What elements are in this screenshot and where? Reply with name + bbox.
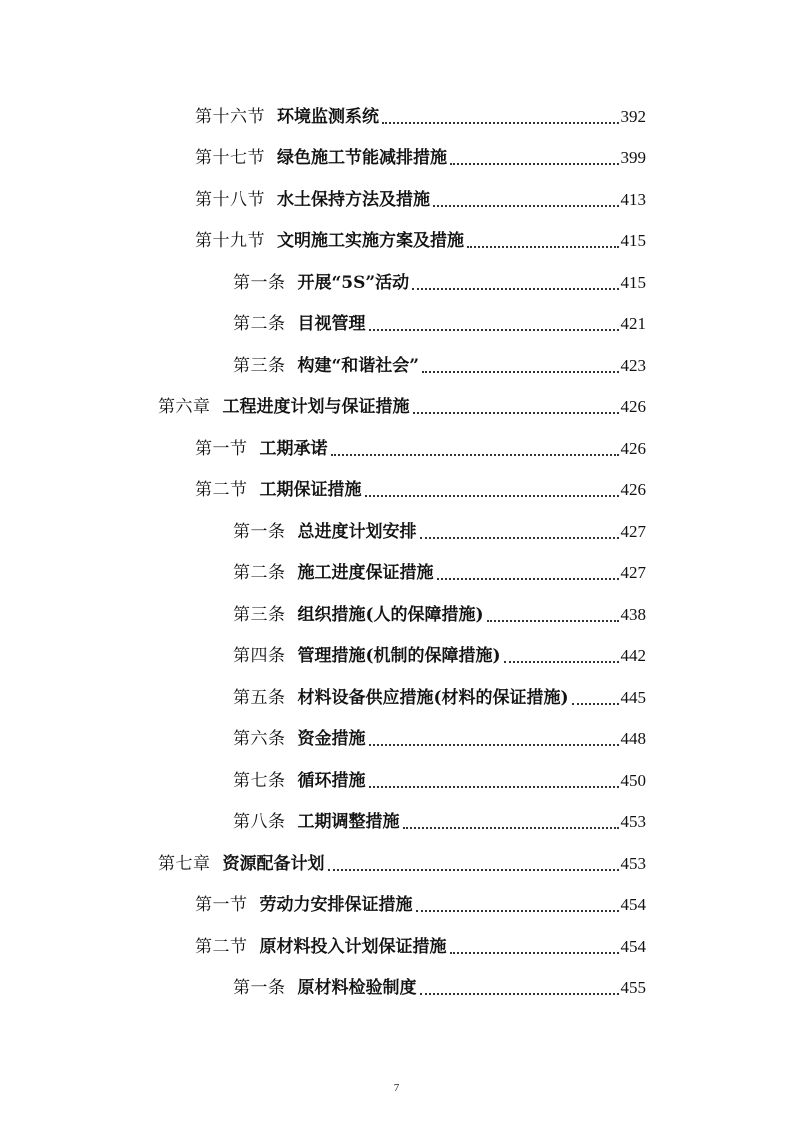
toc-entry[interactable] bbox=[0, 387, 646, 429]
dot-leader bbox=[422, 371, 618, 373]
toc-entry-title: 原材料检验制度 bbox=[297, 978, 417, 999]
toc-entry-number: 第二节 bbox=[195, 936, 248, 957]
toc-entry-number: 第十六节 bbox=[195, 106, 265, 127]
toc-entry-title: 施工进度保证措施 bbox=[297, 563, 434, 584]
toc-entry-page: 427 bbox=[620, 563, 646, 583]
toc-entry-page: 399 bbox=[620, 148, 646, 168]
toc-entry-number: 第三条 bbox=[233, 604, 286, 625]
toc-entry[interactable] bbox=[0, 262, 646, 304]
toc-entry-page: 426 bbox=[620, 480, 646, 500]
toc-entry-title: 组织措施(人的保障措施) bbox=[297, 604, 484, 625]
toc-entry[interactable] bbox=[0, 345, 646, 387]
toc-entry-number: 第六章 bbox=[158, 397, 211, 418]
toc-entry[interactable] bbox=[0, 511, 646, 553]
dot-leader bbox=[369, 329, 619, 331]
toc-entry-page: 454 bbox=[620, 895, 646, 915]
toc-entry-title: 工期保证措施 bbox=[259, 480, 362, 501]
toc-entry-page: 415 bbox=[620, 231, 646, 251]
toc-entry-number: 第一条 bbox=[233, 978, 286, 999]
toc-entry-number: 第六条 bbox=[233, 729, 286, 750]
toc-entry-page: 426 bbox=[620, 438, 646, 458]
toc-entry[interactable] bbox=[0, 719, 646, 761]
toc-entry[interactable] bbox=[0, 926, 646, 968]
toc-entry-number: 第八条 bbox=[233, 812, 286, 833]
toc-entry[interactable] bbox=[0, 179, 646, 221]
dot-leader bbox=[382, 122, 619, 124]
toc-entry-number: 第四条 bbox=[233, 646, 286, 667]
toc-entry[interactable] bbox=[0, 885, 646, 927]
toc-entry-number: 第十八节 bbox=[195, 189, 265, 210]
toc-entry-title: 文明施工实施方案及措施 bbox=[277, 231, 464, 252]
toc-entry-title: 构建“和谐社会” bbox=[297, 355, 420, 376]
dot-leader bbox=[328, 869, 619, 871]
toc-entry[interactable] bbox=[0, 553, 646, 595]
toc-entry-page: 421 bbox=[620, 314, 646, 334]
toc-entry-page: 453 bbox=[620, 853, 646, 873]
toc-entry-page: 423 bbox=[620, 355, 646, 375]
toc-entry[interactable] bbox=[0, 138, 646, 180]
toc-entry-page: 442 bbox=[620, 646, 646, 666]
toc-entry-number: 第十七节 bbox=[195, 148, 265, 169]
dot-leader bbox=[369, 786, 619, 788]
toc-entry-page: 445 bbox=[620, 687, 646, 707]
toc-entry[interactable] bbox=[0, 96, 646, 138]
dot-leader bbox=[416, 910, 619, 912]
dot-leader bbox=[420, 537, 619, 539]
toc-entry-page: 448 bbox=[620, 729, 646, 749]
toc-entry-title: 开展“5S”活动 bbox=[297, 272, 410, 293]
toc-entry-page: 392 bbox=[620, 106, 646, 126]
toc-entry-number: 第五条 bbox=[233, 687, 286, 708]
toc-entry[interactable] bbox=[0, 428, 646, 470]
toc-entry[interactable] bbox=[0, 470, 646, 512]
toc-entry-title: 总进度计划安排 bbox=[297, 521, 417, 542]
page-footer-number: 7 bbox=[393, 1082, 400, 1094]
toc-entry-title: 管理措施(机制的保障措施) bbox=[297, 646, 501, 667]
toc-entry-number: 第二条 bbox=[233, 314, 286, 335]
toc-entry-number: 第一节 bbox=[195, 895, 248, 916]
toc-entry-title: 工程进度计划与保证措施 bbox=[222, 397, 410, 418]
dot-leader bbox=[450, 952, 619, 954]
toc-entry-title: 原材料投入计划保证措施 bbox=[259, 936, 447, 957]
toc-entry-title: 环境监测系统 bbox=[277, 106, 379, 127]
toc-entry[interactable] bbox=[0, 594, 646, 636]
toc-entry[interactable] bbox=[0, 760, 646, 802]
dot-leader bbox=[369, 744, 619, 746]
toc-entry-title: 循环措施 bbox=[297, 770, 366, 791]
toc-entry-page: 427 bbox=[620, 521, 646, 541]
toc-entry-number: 第二节 bbox=[195, 480, 248, 501]
dot-leader bbox=[365, 495, 619, 497]
toc-entry[interactable] bbox=[0, 968, 646, 1010]
toc-entry[interactable] bbox=[0, 843, 646, 885]
dot-leader bbox=[487, 620, 619, 622]
toc-entry-page: 450 bbox=[620, 770, 646, 790]
toc-entry-page: 426 bbox=[620, 397, 646, 417]
toc-entry-title: 劳动力安排保证措施 bbox=[259, 895, 413, 916]
toc-entry-number: 第一条 bbox=[233, 521, 286, 542]
toc-entry-title: 水土保持方法及措施 bbox=[277, 189, 430, 210]
dot-leader bbox=[420, 993, 619, 995]
table-of-contents bbox=[0, 96, 793, 1009]
toc-entry-number: 第七章 bbox=[158, 853, 211, 874]
toc-entry[interactable] bbox=[0, 677, 646, 719]
toc-entry-title: 资源配备计划 bbox=[222, 853, 325, 874]
toc-entry-number: 第一节 bbox=[195, 438, 248, 459]
toc-entry-page: 413 bbox=[620, 189, 646, 209]
toc-entry[interactable] bbox=[0, 304, 646, 346]
dot-leader bbox=[412, 288, 618, 290]
dot-leader bbox=[433, 205, 619, 207]
dot-leader bbox=[331, 454, 619, 456]
toc-entry[interactable] bbox=[0, 221, 646, 263]
dot-leader bbox=[467, 246, 619, 248]
toc-entry-page: 455 bbox=[620, 978, 646, 998]
dot-leader bbox=[450, 163, 619, 165]
toc-entry-number: 第二条 bbox=[233, 563, 286, 584]
toc-entry-number: 第一条 bbox=[233, 272, 286, 293]
dot-leader bbox=[572, 703, 619, 705]
toc-entry-title: 材料设备供应措施(材料的保证措施) bbox=[297, 687, 569, 708]
toc-entry-page: 438 bbox=[620, 604, 646, 624]
toc-entry-title: 工期承诺 bbox=[259, 438, 328, 459]
dot-leader bbox=[403, 827, 619, 829]
toc-entry-title: 目视管理 bbox=[297, 314, 366, 335]
toc-entry[interactable] bbox=[0, 636, 646, 678]
toc-entry-number: 第七条 bbox=[233, 770, 286, 791]
toc-entry-number: 第三条 bbox=[233, 355, 286, 376]
toc-entry-page: 415 bbox=[620, 272, 646, 292]
toc-entry-page: 454 bbox=[620, 936, 646, 956]
dot-leader bbox=[504, 661, 619, 663]
dot-leader bbox=[437, 578, 619, 580]
toc-entry-number: 第十九节 bbox=[195, 231, 265, 252]
toc-entry-title: 绿色施工节能减排措施 bbox=[277, 148, 447, 169]
toc-entry-page: 453 bbox=[620, 812, 646, 832]
toc-entry-title: 资金措施 bbox=[297, 729, 366, 750]
toc-entry-title: 工期调整措施 bbox=[297, 812, 400, 833]
dot-leader bbox=[413, 412, 619, 414]
toc-entry[interactable] bbox=[0, 802, 646, 844]
